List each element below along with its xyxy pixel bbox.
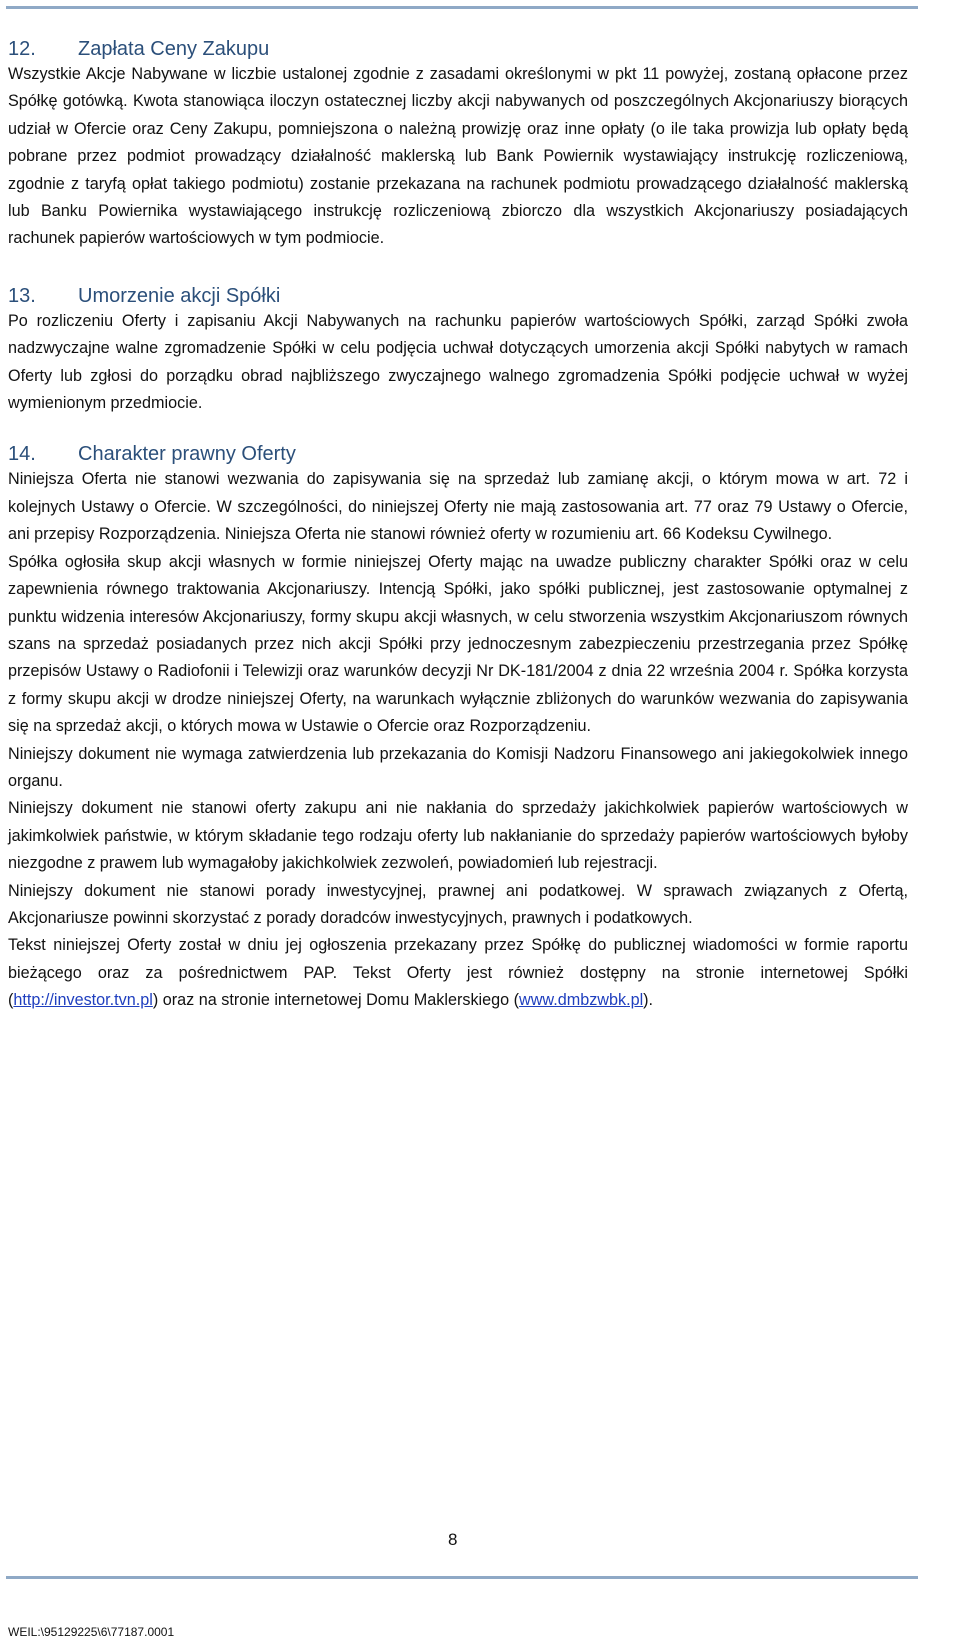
page-number: 8	[448, 1530, 458, 1549]
section-14-paragraph-5: Niniejszy dokument nie stanowi porady inwestycyjnej, prawnej ani podatkowej. W sprawach związanych z Ofertą, Akcjonariusze powinni skorzystać z porady doradców inwestycyjnych, prawnych i podatkowych.	[8, 881, 908, 927]
section-14-heading	[8, 443, 908, 466]
section-14-paragraph-2: Spółka ogłosiła skup akcji własnych w formie niniejszej Oferty mając na uwadze publiczny charakter Spółki oraz w celu zapewnienia równego traktowania Akcjonariuszy. Intencją Spółki, jako spółki publicznej, jest zastosowanie optymalnej z punktu widzenia interesów Akcjonariuszy, formy skupu akcji własnych, w celu stworzenia wszystkim Akcjonariuszom równych szans na sprzedaż posiadanych przez nich akcji Spółki przy jednoczesnym zabezpieczeniu przestrzegania przez Spółkę przepisów Ustawy o Radiofonii i Telewizji oraz warunków decyzji Nr DK-181/2004 z dnia 22 września 2004 r. Spółka korzysta z formy skupu akcji w drodze niniejszej Oferty, na warunkach wyłącznie zbliżonych do warunków wezwania do zapisywania się na sprzedaż akcji, o których mowa w Ustawie o Ofercie oraz Rozporządzeniu.	[8, 552, 908, 736]
broker-site-link[interactable]: www.dmbzwbk.pl	[519, 991, 644, 1010]
document-id: WEIL:\95129225\6\77187.0001	[8, 1625, 175, 1639]
section-12-paragraph: Wszystkie Akcje Nabywane w liczbie ustalonej zgodnie z zasadami określonymi w pkt 11 powyżej, zostaną opłacone przez Spółkę gotówką. Kwota stanowiąca iloczyn ostatecznej liczby akcji nabywanych od poszczególnych Akcjonariuszy biorących udział w Ofercie oraz Ceny Zakupu, pomniejszona o należną prowizję oraz inne opłaty (o ile taka prowizja lub opłaty będą pobrane przez podmiot prowadzący działalność maklerską lub Bank Powiernik wystawiający instrukcję rozliczeniową, zgodnie z taryfą opłat takiego podmiotu) zostanie przekazana na rachunek podmiotu prowadzącego działalność maklerską lub Banku Powiernika wystawiającego instrukcję rozliczeniową zbiorczo dla wszystkich Akcjonariuszy posiadających rachunek papierów wartościowych w tym podmiocie.	[8, 65, 908, 248]
document-body	[8, 38, 908, 1015]
section-title: Charakter prawny Oferty	[78, 443, 296, 466]
section-number: 14.	[8, 443, 36, 466]
paragraph-text: Tekst niniejszej Oferty został w dniu jej ogłoszenia przekazany przez Spółkę do publicznej wiadomości w formie raportu bieżącego oraz za pośrednictwem PAP. Tekst Oferty jest również dostępny na stronie internetowej Spółki (	[8, 936, 908, 1010]
section-13-heading	[8, 285, 908, 308]
section-14-paragraph-4: Niniejszy dokument nie stanowi oferty zakupu ani nie nakłania do sprzedaży jakichkolwiek papierów wartościowych w jakimkolwiek państwie, w którym składanie tego rodzaju oferty lub nakłanianie do sprzedaży papierów wartościowych byłoby niezgodne z prawem lub wymagałoby jakichkolwiek zezwoleń, powiadomień lub rejestracji.	[8, 799, 908, 873]
section-14-paragraph-3: Niniejszy dokument nie wymaga zatwierdzenia lub przekazania do Komisji Nadzoru Finansowego ani jakiegokolwiek innego organu.	[8, 744, 908, 790]
section-title: Umorzenie akcji Spółki	[78, 284, 281, 307]
paragraph-text: ).	[643, 991, 654, 1010]
section-12-heading	[8, 38, 908, 61]
section-13-paragraph: Po rozliczeniu Oferty i zapisaniu Akcji Nabywanych na rachunku papierów wartościowych Spółki, zarząd Spółki zwoła nadzwyczajne walne zgromadzenie Spółki w celu podjęcia uchwał dotyczących umorzenia akcji Spółki nabytych w ramach Oferty lub zgłosi do porządku obrad najbliższego zwyczajnego walnego zgromadzenia Spółki podjęcie uchwał w wyżej wymienionym przedmiocie.	[8, 311, 908, 413]
paragraph-text: ) oraz na stronie internetowej Domu Maklerskiego (	[152, 991, 520, 1010]
investor-site-link[interactable]: http://investor.tvn.pl	[13, 991, 153, 1010]
section-number: 13.	[8, 284, 36, 307]
top-rule	[6, 6, 918, 9]
section-title: Zapłata Ceny Zakupu	[78, 38, 270, 60]
section-14-paragraph-1: Niniejsza Oferta nie stanowi wezwania do zapisywania się na sprzedaż lub zamianę akcji, o którym mowa w art. 72 i kolejnych Ustawy o Ofercie. W szczególności, do niniejszej Oferty nie mają zastosowania art. 77 oraz 79 Ustawy o Ofercie, ani przepisy Rozporządzenia. Niniejsza Oferta nie stanowi również oferty w rozumieniu art. 66 Kodeksu Cywilnego.	[8, 470, 908, 544]
section-14-paragraph-6	[8, 932, 908, 1014]
section-number: 12.	[8, 38, 36, 60]
bottom-rule	[6, 1576, 918, 1579]
